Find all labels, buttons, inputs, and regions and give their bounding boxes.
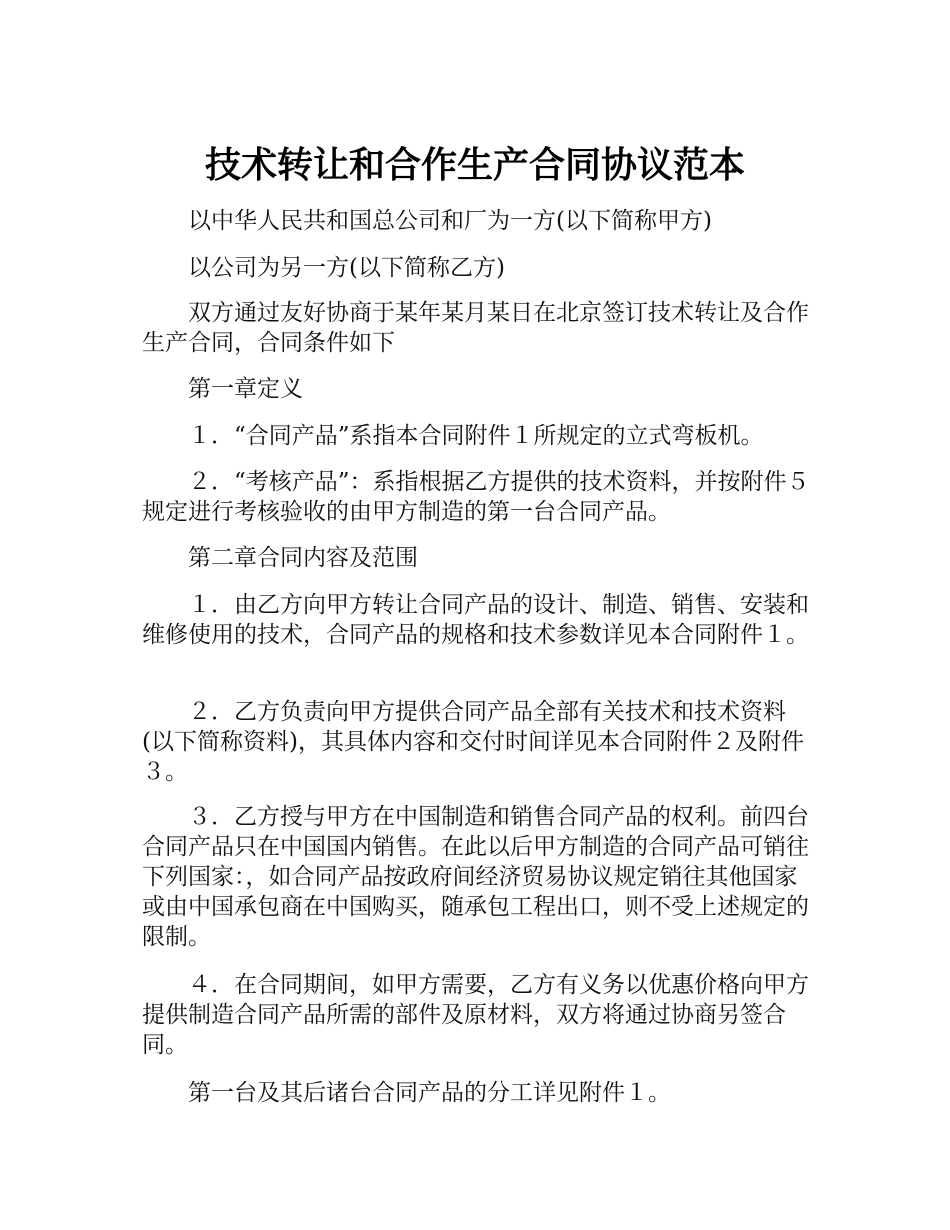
chapter-1-heading: 第一章定义 xyxy=(188,376,303,402)
party-a-paragraph: 以中华人民共和国总公司和厂为一方(以下简称甲方) xyxy=(188,208,712,234)
document-title: 技术转让和合作生产合同协议范本 xyxy=(204,145,745,187)
definition-1-paragraph: １．“合同产品”系指本合同附件１所规定的立式弯板机。 xyxy=(188,423,764,449)
clause-4-paragraph: ４．在合同期间，如甲方需要，乙方有义务以优惠价格向甲方提供制造合同产品所需的部件及原材料，双方将通过协商另签合同。 xyxy=(142,972,809,1058)
definition-2-paragraph: ２．“考核产品”：系指根据乙方提供的技术资料，并按附件５规定进行考核验收的由甲方制造的第一台合同产品。 xyxy=(142,469,810,525)
division-of-work-paragraph: 第一台及其后诸台合同产品的分工详见附件１。 xyxy=(188,1080,671,1106)
intro-paragraph: 双方通过友好协商于某年某月某日在北京签订技术转让及合作生产合同，合同条件如下 xyxy=(142,300,809,356)
clause-2-paragraph: ２．乙方负责向甲方提供合同产品全部有关技术和技术资料(以下简称资料)，其具体内容和交付时间详见本合同附件２及附件３。 xyxy=(142,699,804,785)
chapter-2-heading: 第二章合同内容及范围 xyxy=(188,545,418,571)
clause-1-paragraph: １．由乙方向甲方转让合同产品的设计、制造、销售、安装和维修使用的技术，合同产品的规格和技术参数详见本合同附件１。 xyxy=(142,592,809,648)
party-b-paragraph: 以公司为另一方(以下简称乙方) xyxy=(188,255,505,281)
clause-3-paragraph: ３．乙方授与甲方在中国制造和销售合同产品的权利。前四台合同产品只在中国国内销售。在此以后甲方制造的合同产品可销往下列国家：，如合同产品按政府间经济贸易协议规定销往其他国家或由中国承包商在中国购买，随承包工程出口，则不受上述规定的限制。 xyxy=(142,804,809,950)
